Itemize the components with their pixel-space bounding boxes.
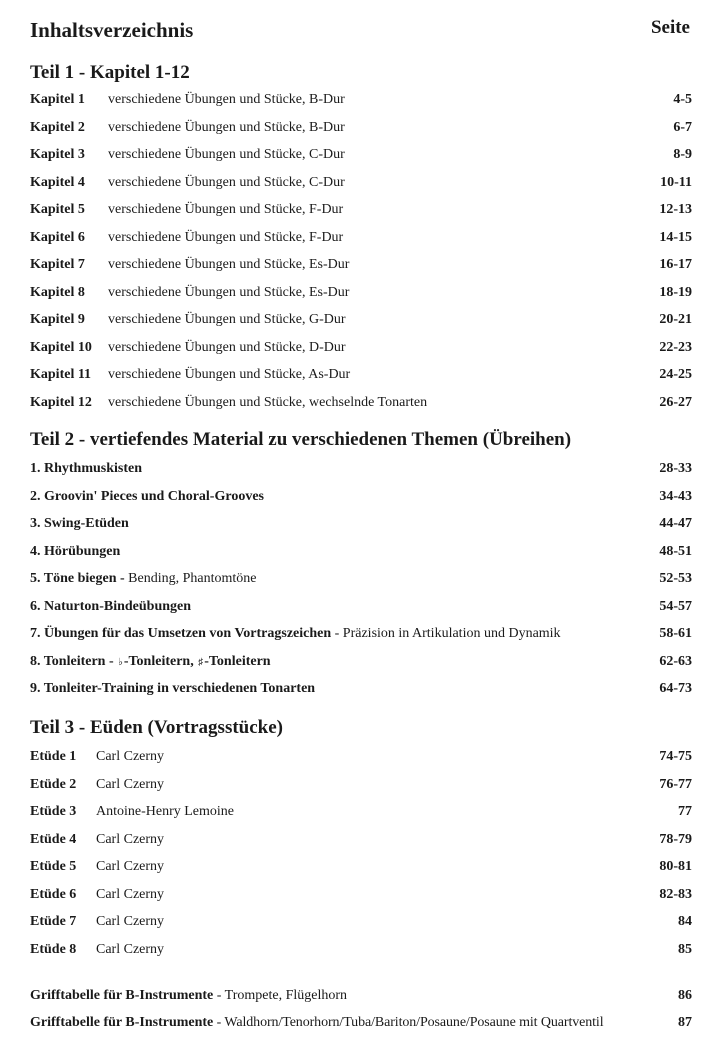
page-range: 76-77 — [659, 777, 692, 792]
topic-label: 3. Swing-Etüden — [30, 516, 129, 531]
page-range: 48-51 — [659, 544, 692, 559]
chapter-label: Kapitel 8 — [30, 285, 85, 300]
topic-label: 1. Rhythmuskisten — [30, 461, 143, 476]
toc-row[interactable] — [30, 911, 692, 933]
toc-row[interactable] — [30, 596, 692, 618]
page-range: 16-17 — [659, 257, 692, 272]
etude-label: Etüde 1 — [30, 749, 77, 764]
toc-row[interactable] — [30, 309, 692, 331]
page-range: 87 — [678, 1015, 692, 1030]
toc-row[interactable] — [30, 623, 692, 645]
page-range: 84 — [678, 914, 692, 929]
chapter-desc: verschiedene Übungen und Stücke, G-Dur — [108, 312, 346, 327]
composer: Antoine-Henry Lemoine — [96, 804, 235, 819]
chapter-label: Kapitel 3 — [30, 147, 85, 162]
toc-row[interactable] — [30, 392, 692, 414]
toc-row[interactable] — [30, 282, 692, 304]
toc-row[interactable] — [30, 486, 692, 508]
composer: Carl Czerny — [96, 887, 165, 902]
etude-label: Etüde 2 — [30, 777, 77, 792]
page-range: 85 — [678, 942, 692, 957]
toc-row[interactable] — [30, 985, 692, 1007]
page-range: 74-75 — [659, 749, 692, 764]
chapter-label: Kapitel 12 — [30, 395, 92, 410]
chapter-desc: verschiedene Übungen und Stücke, B-Dur — [108, 120, 345, 135]
chapter-label: Kapitel 4 — [30, 175, 85, 190]
toc-row[interactable] — [30, 829, 692, 851]
topic-desc: Bending, Phantomtöne — [128, 571, 257, 586]
chapter-desc: verschiedene Übungen und Stücke, F-Dur — [108, 230, 344, 245]
toc-row[interactable] — [30, 199, 692, 221]
page-range: 6-7 — [673, 120, 692, 135]
page-range: 64-73 — [659, 681, 692, 696]
chapter-label: Kapitel 1 — [30, 92, 85, 107]
etude-label: Etüde 3 — [30, 804, 77, 819]
chapter-desc: verschiedene Übungen und Stücke, As-Dur — [108, 367, 351, 382]
topic-label-end: -Tonleitern — [204, 654, 271, 669]
page-title: Inhaltsverzeichnis — [30, 18, 194, 42]
chapter-desc: verschiedene Übungen und Stücke, wechselnde Tonarten — [108, 395, 428, 410]
chapter-label: Kapitel 10 — [30, 340, 92, 355]
topic-label: 7. Übungen für das Umsetzen von Vortragszeichen — [30, 626, 332, 641]
chapter-desc: verschiedene Übungen und Stücke, C-Dur — [108, 175, 345, 190]
chapter-desc: verschiedene Übungen und Stücke, F-Dur — [108, 202, 344, 217]
toc-row[interactable] — [30, 458, 692, 480]
chapter-desc: verschiedene Übungen und Stücke, D-Dur — [108, 340, 346, 355]
topic-label: 9. Tonleiter-Training in verschiedenen Tonarten — [30, 681, 316, 696]
toc-row[interactable] — [30, 513, 692, 535]
page-range: 4-5 — [673, 92, 692, 107]
page-range: 86 — [678, 988, 692, 1003]
flat-icon: ♭ — [118, 657, 123, 668]
toc-row[interactable] — [30, 651, 692, 673]
etude-label: Etüde 5 — [30, 859, 77, 874]
toc-row[interactable] — [30, 117, 692, 139]
page-range: 80-81 — [659, 859, 692, 874]
toc-row[interactable] — [30, 856, 692, 878]
toc-row[interactable] — [30, 568, 692, 590]
toc-row[interactable] — [30, 89, 692, 111]
part3-title: Teil 3 - Eüden (Vortragsstücke) — [30, 717, 283, 738]
toc-row[interactable] — [30, 254, 692, 276]
part1-title: Teil 1 - Kapitel 1-12 — [30, 62, 190, 83]
composer: Carl Czerny — [96, 749, 165, 764]
etude-label: Etüde 6 — [30, 887, 77, 902]
page-range: 8-9 — [673, 147, 692, 162]
topic-desc: - Präzision in Artikulation und Dynamik — [331, 626, 561, 641]
toc-row[interactable] — [30, 1012, 692, 1034]
composer: Carl Czerny — [96, 914, 165, 929]
fingering-chart-desc: - Trompete, Flügelhorn — [213, 988, 348, 1003]
toc-row[interactable] — [30, 746, 692, 768]
page-range: 58-61 — [659, 626, 692, 641]
chapter-label: Kapitel 5 — [30, 202, 85, 217]
toc-row[interactable] — [30, 541, 692, 563]
fingering-chart-label: Grifftabelle für B-Instrumente — [30, 1015, 214, 1030]
toc-row[interactable] — [30, 172, 692, 194]
page-range: 78-79 — [659, 832, 692, 847]
chapter-label: Kapitel 6 — [30, 230, 85, 245]
topic-label: 8. Tonleitern - — [30, 654, 118, 669]
toc-row[interactable] — [30, 364, 692, 386]
toc-row[interactable] — [30, 227, 692, 249]
sharp-icon: ♯ — [198, 657, 204, 668]
toc-row[interactable] — [30, 801, 692, 823]
page-range: 20-21 — [659, 312, 692, 327]
page-range: 24-25 — [659, 367, 692, 382]
page-range: 26-27 — [659, 395, 692, 410]
composer: Carl Czerny — [96, 777, 165, 792]
fingering-chart-label: Grifftabelle für B-Instrumente — [30, 988, 214, 1003]
page-range: 82-83 — [659, 887, 692, 902]
chapter-label: Kapitel 9 — [30, 312, 85, 327]
toc-row[interactable] — [30, 884, 692, 906]
toc-row[interactable] — [30, 939, 692, 961]
composer: Carl Czerny — [96, 859, 165, 874]
page-range: 62-63 — [659, 654, 692, 669]
etude-label: Etüde 4 — [30, 832, 77, 847]
etude-label: Etüde 7 — [30, 914, 77, 929]
page-column-label: Seite — [650, 17, 690, 38]
page-range: 28-33 — [659, 461, 692, 476]
etude-label: Etüde 8 — [30, 942, 77, 957]
page-range: 44-47 — [659, 516, 692, 531]
page-range: 22-23 — [659, 340, 692, 355]
chapter-label: Kapitel 7 — [30, 257, 85, 272]
chapter-label: Kapitel 2 — [30, 120, 85, 135]
page-range: 77 — [678, 804, 692, 819]
toc-row[interactable] — [30, 337, 692, 359]
page-range: 52-53 — [659, 571, 692, 586]
topic-label: 5. Töne biegen - — [30, 571, 129, 586]
fingering-chart-desc: - Waldhorn/Tenorhorn/Tuba/Bariton/Posaune/Posaune mit Quartventil — [213, 1015, 604, 1030]
chapter-desc: verschiedene Übungen und Stücke, Es-Dur — [108, 257, 350, 272]
topic-label: 4. Hörübungen — [30, 544, 121, 559]
toc-row[interactable] — [30, 678, 692, 700]
topic-label-mid: -Tonleitern, — [123, 654, 198, 669]
chapter-label: Kapitel 11 — [30, 367, 92, 382]
page-range: 34-43 — [659, 489, 692, 504]
page-range: 12-13 — [659, 202, 692, 217]
composer: Carl Czerny — [96, 942, 165, 957]
part2-title: Teil 2 - vertiefendes Material zu verschiedenen Themen (Übreihen) — [30, 429, 572, 450]
page-range: 54-57 — [659, 599, 692, 614]
chapter-desc: verschiedene Übungen und Stücke, B-Dur — [108, 92, 345, 107]
toc-row[interactable] — [30, 144, 692, 166]
chapter-desc: verschiedene Übungen und Stücke, C-Dur — [108, 147, 345, 162]
topic-label: 2. Groovin' Pieces und Choral-Grooves — [30, 489, 264, 504]
page-range: 10-11 — [660, 175, 692, 190]
toc-row[interactable] — [30, 774, 692, 796]
composer: Carl Czerny — [96, 832, 165, 847]
chapter-desc: verschiedene Übungen und Stücke, Es-Dur — [108, 285, 350, 300]
page-range: 18-19 — [659, 285, 692, 300]
topic-label: 6. Naturton-Bindeübungen — [30, 599, 192, 614]
page-range: 14-15 — [659, 230, 692, 245]
